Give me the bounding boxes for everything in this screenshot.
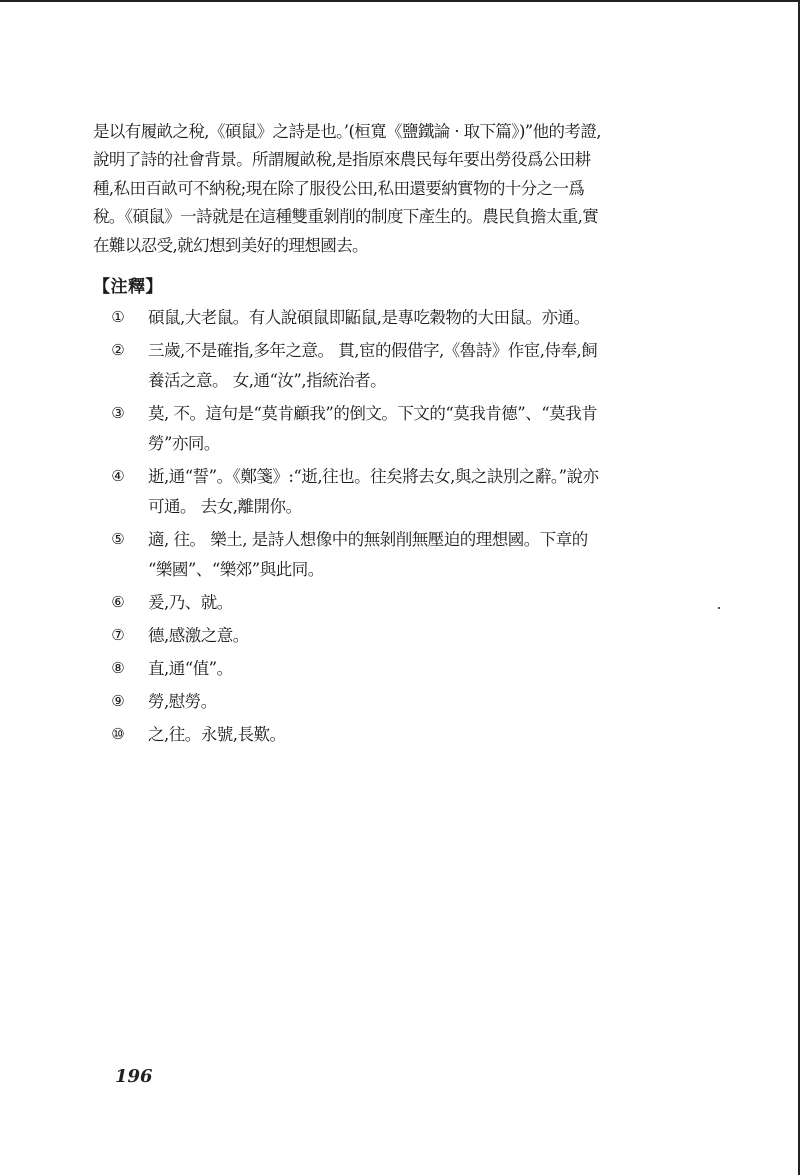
note-number: ⑩ (111, 725, 125, 743)
note-line: “樂國”、“樂郊”與此同。 (148, 560, 324, 579)
note-text (148, 462, 668, 522)
paragraph-line: 稅。《碩鼠》一詩就是在這種雙重剝削的制度下產生的。農民負擔太重,實 (93, 207, 599, 227)
note-line: 逝,通“誓”。《鄭箋》:“逝,往也。往矣將去女,與之訣別之辭。”說亦 (148, 467, 599, 486)
note-line: 碩鼠,大老鼠。有人說碩鼠即鼫鼠,是專吃穀物的大田鼠。亦通。 (148, 308, 590, 327)
note-text (148, 687, 668, 717)
note-number: ④ (111, 467, 125, 485)
paragraph-line: 說明了詩的社會背景。所謂履畝稅,是指原來農民每年要出勞役爲公田耕 (93, 150, 591, 170)
notes-heading: 【注釋】 (93, 277, 163, 297)
note-text (148, 654, 668, 684)
note-text (148, 399, 668, 459)
note-number: ③ (111, 404, 125, 422)
note-line: 德,感激之意。 (148, 626, 249, 645)
paragraph-line: 在難以忍受,就幻想到美好的理想國去。 (93, 235, 368, 255)
note-text (148, 336, 668, 396)
scan-speck (718, 607, 720, 609)
page-number: 196 (115, 1066, 153, 1087)
note-line: 適, 往。 樂土, 是詩人想像中的無剝削無壓迫的理想國。下章的 (148, 530, 588, 549)
note-line: 勞”亦同。 (148, 434, 220, 453)
note-line: 之,往。永號,長歎。 (148, 725, 286, 744)
note-number: ① (111, 308, 125, 326)
note-text (148, 588, 668, 618)
scan-border-top (0, 0, 800, 2)
note-line: 勞,慰勞。 (148, 692, 217, 711)
note-line: 養活之意。 女,通“汝”,指統治者。 (148, 371, 387, 390)
note-line: 三歲,不是確指,多年之意。 貫,宦的假借字,《魯詩》作宦,侍奉,飼 (148, 341, 598, 360)
note-text (148, 720, 668, 750)
note-text (148, 525, 668, 585)
note-number: ⑤ (111, 530, 125, 548)
note-number: ⑥ (111, 593, 125, 611)
note-number: ⑧ (111, 659, 125, 677)
note-line: 直,通“值”。 (148, 659, 233, 678)
paragraph-line: 是以有履畝之稅,《碩鼠》之詩是也。’(桓寬《鹽鐵論 · 取下篇》)”他的考證, (93, 122, 601, 141)
paragraph-line: 種,私田百畝可不納稅;現在除了服役公田,私田還要納實物的十分之一爲 (93, 178, 585, 198)
note-line: 可通。 去女,離開你。 (148, 497, 302, 516)
note-number: ② (111, 341, 125, 359)
note-number: ⑦ (111, 626, 125, 644)
body-paragraph (93, 118, 678, 260)
note-line: 爰,乃、就。 (148, 593, 233, 612)
note-number: ⑨ (111, 692, 125, 710)
note-text (148, 621, 668, 651)
note-text (148, 303, 668, 333)
note-line: 莫, 不。這句是“莫肯顧我”的倒文。下文的“莫我肯德”、“莫我肯 (148, 404, 598, 423)
